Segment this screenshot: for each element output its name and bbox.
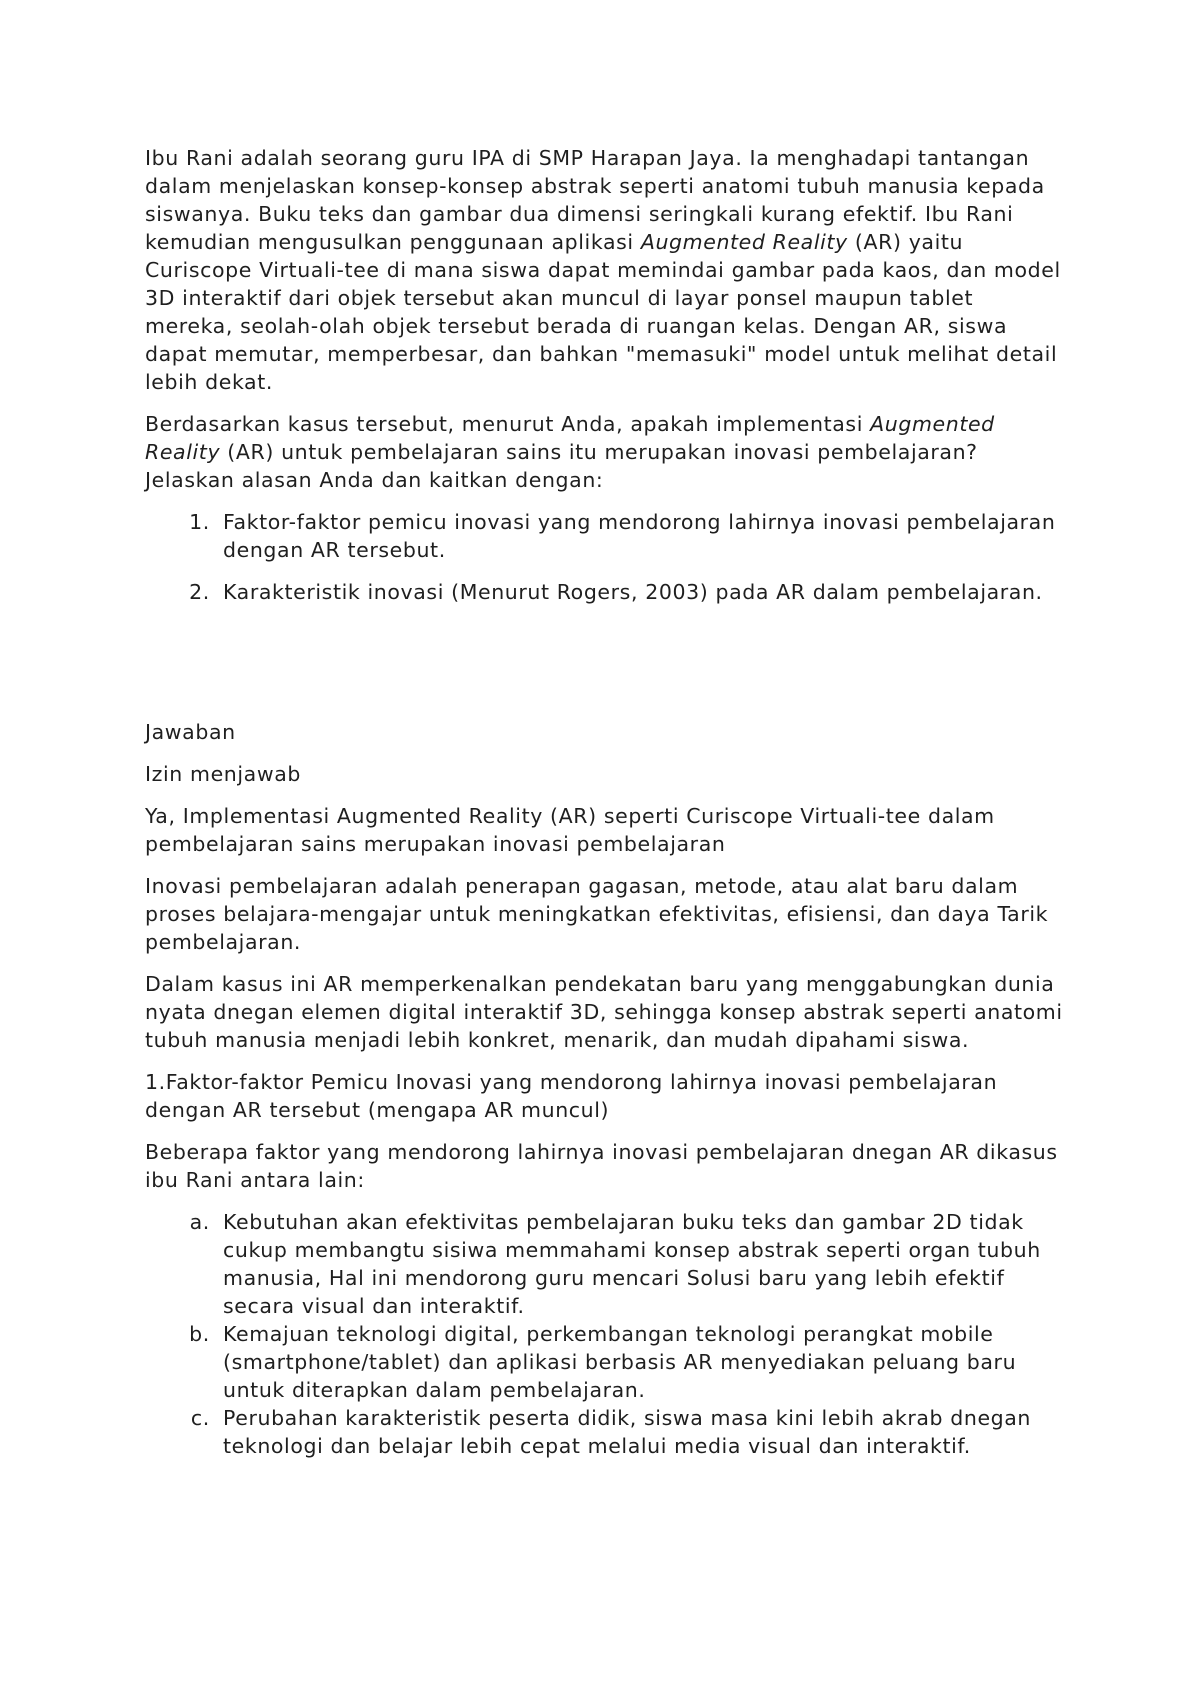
case-paragraph xyxy=(145,144,1065,396)
question-paragraph xyxy=(145,410,1065,494)
question-list-item: 2. Karakteristik inovasi (Menurut Rogers, 2003) pada AR dalam pembelajaran. xyxy=(217,578,1065,606)
factor-list-item: a. Kebutuhan akan efektivitas pembelajaran buku teks dan gambar 2D tidak cukup membangtu sisiwa memmahami konsep abstrak seperti organ tubuh manusia, Hal ini mendorong guru mencari Solusi baru yang lebih efektif secara visual dan interaktif. xyxy=(217,1208,1065,1320)
answer-paragraph: Dalam kasus ini AR memperkenalkan pendekatan baru yang menggabungkan dunia nyata dnegan elemen digital interaktif 3D, sehingga konsep abstrak seperti anatomi tubuh manusia menjadi lebih konkret, menarik, dan mudah dipahami siswa. xyxy=(145,972,1063,1052)
blank-space xyxy=(145,620,1065,718)
question-list xyxy=(145,508,1065,606)
answer-paragraph: Ya, Implementasi Augmented Reality (AR) seperti Curiscope Virtuali-tee dalam pembelajaran sains merupakan inovasi pembelajaran xyxy=(145,804,995,856)
answer-intro: Izin menjawab xyxy=(145,762,301,786)
question-emphasis: Augmented Reality xyxy=(145,412,995,464)
answer-paragraph: Inovasi pembelajaran adalah penerapan gagasan, metode, atau alat baru dalam proses belajara-mengajar untuk meningkatkan efektivitas, efisiensi, dan daya Tarik pembelajaran. xyxy=(145,874,1049,954)
question-text-start: Berdasarkan kasus tersebut, menurut Anda, apakah implementasi xyxy=(145,412,871,436)
question-list-item: 1. Faktor-faktor pemicu inovasi yang mendorong lahirnya inovasi pembelajaran dengan AR tersebut. xyxy=(217,508,1065,564)
answer-section-heading: 1.Faktor-faktor Pemicu Inovasi yang mendorong lahirnya inovasi pembelajaran dengan AR tersebut (mengapa AR muncul) xyxy=(145,1070,998,1122)
answer-heading: Jawaban xyxy=(145,720,236,744)
answer-paragraph: Beberapa faktor yang mendorong lahirnya inovasi pembelajaran dnegan AR dikasus ibu Rani antara lain: xyxy=(145,1140,1058,1192)
factor-list xyxy=(145,1208,1065,1460)
factor-list-item: b. Kemajuan teknologi digital, perkembangan teknologi perangkat mobile (smartphone/tablet) dan aplikasi berbasis AR menyediakan peluang baru untuk diterapkan dalam pembelajaran. xyxy=(217,1320,1065,1404)
case-emphasis: Augmented Reality xyxy=(640,230,848,254)
case-text-end: (AR) yaitu Curiscope Virtuali-tee di mana siswa dapat memindai gambar pada kaos, dan model 3D interaktif dari objek tersebut akan muncul di layar ponsel maupun tablet mereka, seolah-olah objek tersebut berada di ruangan kelas. Dengan AR, siswa dapat memutar, memperbesar, dan bahkan "memasuki" model untuk melihat detail lebih dekat. xyxy=(145,230,1061,394)
factor-list-item: c. Perubahan karakteristik peserta didik, siswa masa kini lebih akrab dnegan teknologi dan belajar lebih cepat melalui media visual dan interaktif. xyxy=(217,1404,1065,1460)
case-text-start: Ibu Rani adalah seorang guru IPA di SMP Harapan Jaya. Ia menghadapi tantangan dalam menjelaskan konsep-konsep abstrak seperti anatomi tubuh manusia kepada siswanya. Buku teks dan gambar dua dimensi seringkali kurang efektif. Ibu Rani kemudian mengusulkan penggunaan aplikasi xyxy=(145,146,1045,254)
question-text-end: (AR) untuk pembelajaran sains itu merupakan inovasi pembelajaran? Jelaskan alasan Anda dan kaitkan dengan: xyxy=(145,440,978,492)
document-page xyxy=(145,144,1065,1474)
